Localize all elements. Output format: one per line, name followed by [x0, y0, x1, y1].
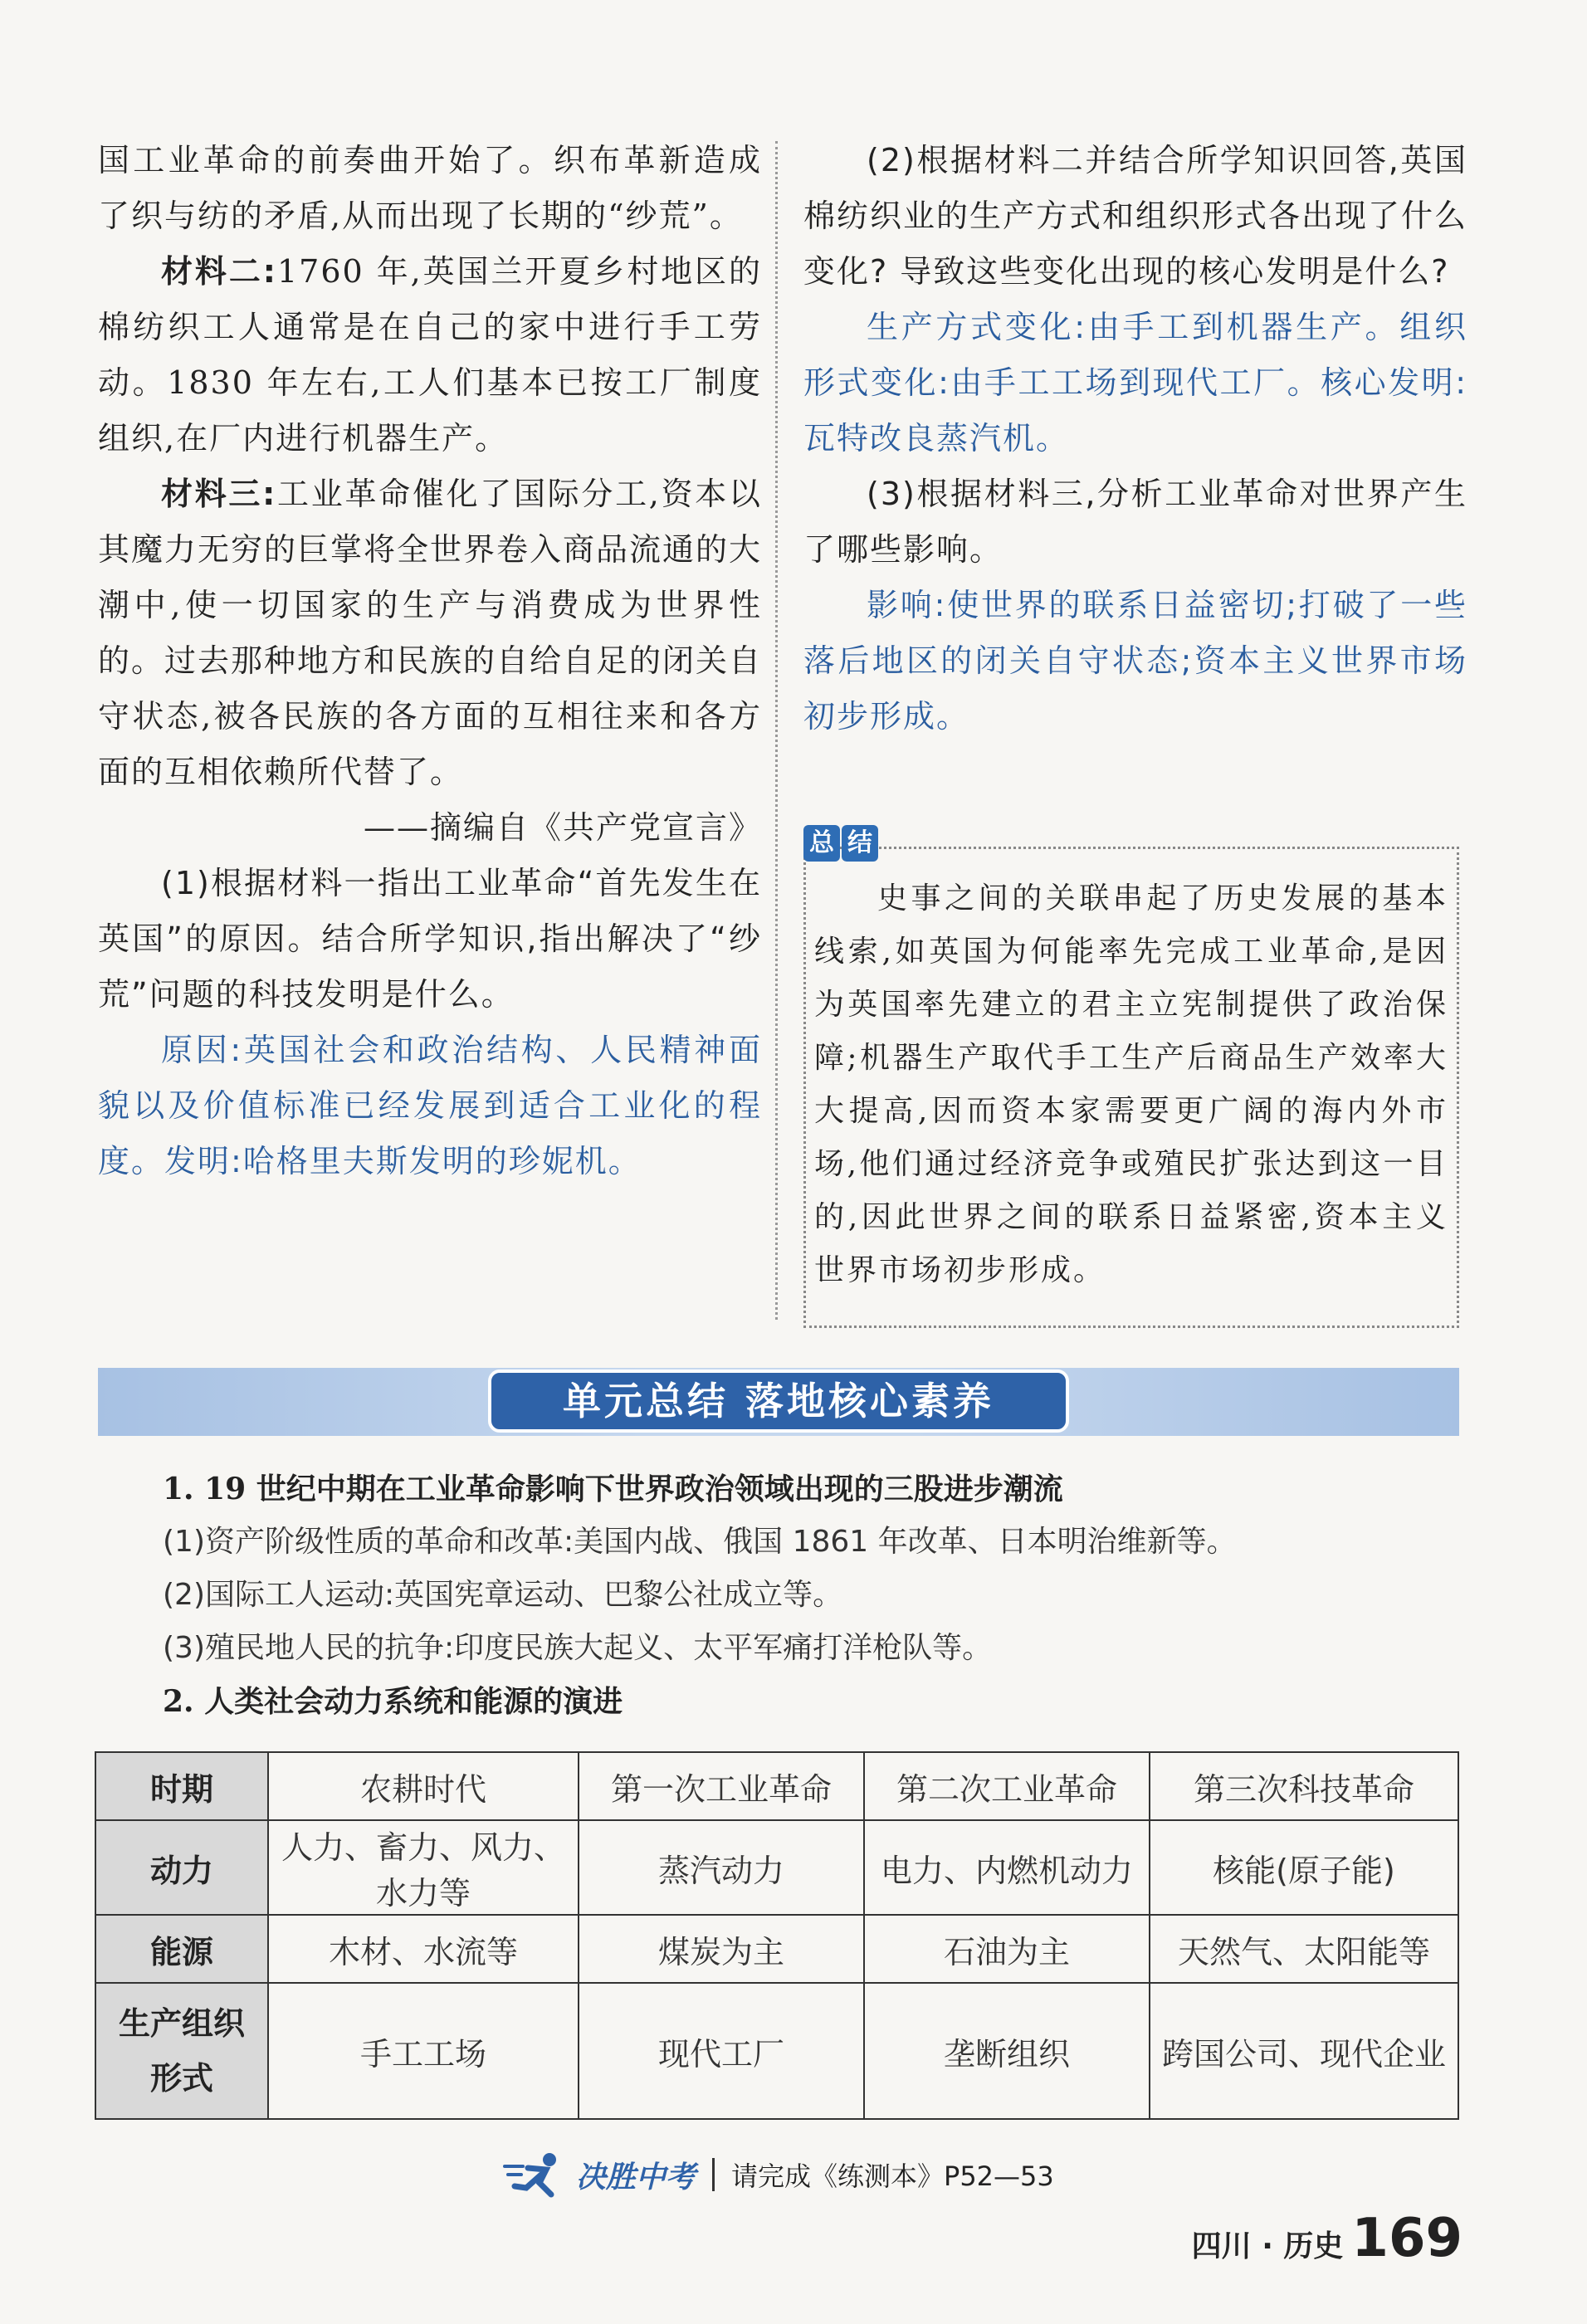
table-cell: 天然气、太阳能等 — [1150, 1915, 1458, 1983]
table-row — [95, 1915, 1458, 1983]
table-cell: 人力、畜力、风力、水力等 — [268, 1820, 579, 1915]
answer-3: 影响:使世界的联系日益密切;打破了一些落后地区的闭关自守状态;资本主义世界市场初步形成。 — [803, 587, 1467, 735]
footer-hint: 请完成《练测本》P52—53 — [731, 2160, 1054, 2192]
table-cell: 电力、内燃机动力 — [864, 1820, 1150, 1915]
footer-brand: 决胜中考 — [576, 2160, 696, 2195]
table-cell: 核能(原子能) — [1150, 1820, 1458, 1915]
material-2 — [98, 244, 762, 466]
summary-tag — [803, 825, 878, 862]
unit-heading-2: 2. 人类社会动力系统和能源的演进 — [163, 1684, 623, 1719]
table-header-cell: 农耕时代 — [268, 1752, 579, 1820]
question-2: (2)根据材料二并结合所学知识回答,英国棉纺织业的生产方式和组织形式各出现了什么变化? 导致这些变化出现的核心发明是什么? — [803, 142, 1468, 290]
table-header-cell: 时期 — [95, 1752, 268, 1820]
unit-line-3: (3)殖民地人民的抗争:印度民族大起义、太平军痛打洋枪队等。 — [163, 1631, 993, 1665]
table-cell: 石油为主 — [864, 1915, 1150, 1983]
table-header-row — [95, 1752, 1458, 1820]
material-2-text: 1760 年,英国兰开夏乡村地区的棉纺织工人通常是在自己的家中进行手工劳动。1830 年左右,工人们基本已按工厂制度组织,在厂内进行机器生产。 — [98, 253, 762, 456]
table-cell: 跨国公司、现代企业 — [1150, 1983, 1458, 2119]
summary-tag-char-1: 总 — [803, 825, 840, 862]
banner-title: 单元总结 落地核心素养 — [488, 1370, 1069, 1433]
table-cell: 垄断组织 — [864, 1983, 1150, 2119]
table-row — [95, 1820, 1458, 1915]
page-mark — [1192, 2208, 1462, 2269]
material-2-label: 材料二: — [161, 253, 277, 290]
table-cell: 现代工厂 — [579, 1983, 864, 2119]
table-row-head: 能源 — [95, 1915, 268, 1983]
region-subject: 四川 · 历史 — [1191, 2229, 1344, 2263]
question-1: (1)根据材料一指出工业革命“首先发生在英国”的原因。结合所学知识,指出解决了“纱荒”问题的科技发明是什么。 — [98, 865, 762, 1013]
table-cell: 煤炭为主 — [579, 1915, 864, 1983]
table-cell: 蒸汽动力 — [579, 1820, 864, 1915]
unit-summary — [98, 1462, 1459, 1728]
material-3-label: 材料三: — [161, 476, 277, 512]
table-row-head: 生产组织形式 — [95, 1983, 268, 2119]
column-divider — [775, 141, 778, 1320]
table-row-head: 动力 — [95, 1820, 268, 1915]
summary-tag-char-2: 结 — [842, 825, 878, 862]
unit-line-1: (1)资产阶级性质的革命和改革:美国内战、俄国 1861 年改革、日本明治维新等。 — [163, 1525, 1237, 1559]
answer-1: 原因:英国社会和政治结构、人民精神面貌以及价值标准已经发展到适合工业化的程度。发明:哈格里夫斯发明的珍妮机。 — [98, 1032, 762, 1179]
table-header-cell: 第三次科技革命 — [1150, 1752, 1458, 1820]
footer-logo — [503, 2151, 1054, 2198]
table-cell: 木材、水流等 — [268, 1915, 579, 1983]
table-header-cell: 第一次工业革命 — [579, 1752, 864, 1820]
footer-separator — [712, 2158, 715, 2191]
material-3 — [98, 466, 762, 800]
table-cell: 手工工场 — [268, 1983, 579, 2119]
table-header-cell: 第二次工业革命 — [864, 1752, 1150, 1820]
unit-line-2: (2)国际工人运动:英国宪章运动、巴黎公社成立等。 — [163, 1578, 843, 1612]
material-3-text: 工业革命催化了国际分工,资本以其魔力无穷的巨掌将全世界卷入商品流通的大潮中,使一切国家的生产与消费成为世界性的。过去那种地方和民族的自给自足的闭关自守状态,被各民族的各方面的互相往来和各方面的互相依赖所代替了。 — [98, 476, 763, 790]
runner-icon — [503, 2151, 569, 2198]
material-source: ——摘编自《共产党宣言》 — [363, 809, 762, 846]
summary-text: 史事之间的关联串起了历史发展的基本线索,如英国为何能率先完成工业革命,是因为英国率先建立的君主立宪制提供了政治保障;机器生产取代手工生产后商品生产效率大大提高,因而资本家需要更广阔的海内外市场,他们通过经济竞争或殖民扩张达到这一目的,因此世界之间的联系日益紧密,资本主义世界市场初步形成。 — [814, 881, 1448, 1287]
question-3: (3)根据材料三,分析工业革命对世界产生了哪些影响。 — [803, 476, 1467, 568]
left-column — [98, 133, 762, 1189]
right-column — [803, 133, 1467, 745]
page-number: 169 — [1351, 2208, 1462, 2269]
unit-heading-1: 1. 19 世纪中期在工业革命影响下世界政治领域出现的三股进步潮流 — [163, 1472, 1063, 1506]
summary-box — [803, 847, 1459, 1328]
energy-table — [95, 1751, 1459, 2120]
answer-2: 生产方式变化:由手工到机器生产。组织形式变化:由手工工场到现代工厂。核心发明:瓦特改良蒸汽机。 — [803, 309, 1467, 456]
material-1-tail-line1: 国工业革命的前奏曲开始了。织布革新造成 — [98, 142, 762, 178]
material-1-tail-line2: 了织与纺的矛盾,从而出现了长期的“纱荒”。 — [98, 198, 743, 234]
table-row — [95, 1983, 1458, 2119]
unit-summary-banner — [98, 1368, 1459, 1436]
